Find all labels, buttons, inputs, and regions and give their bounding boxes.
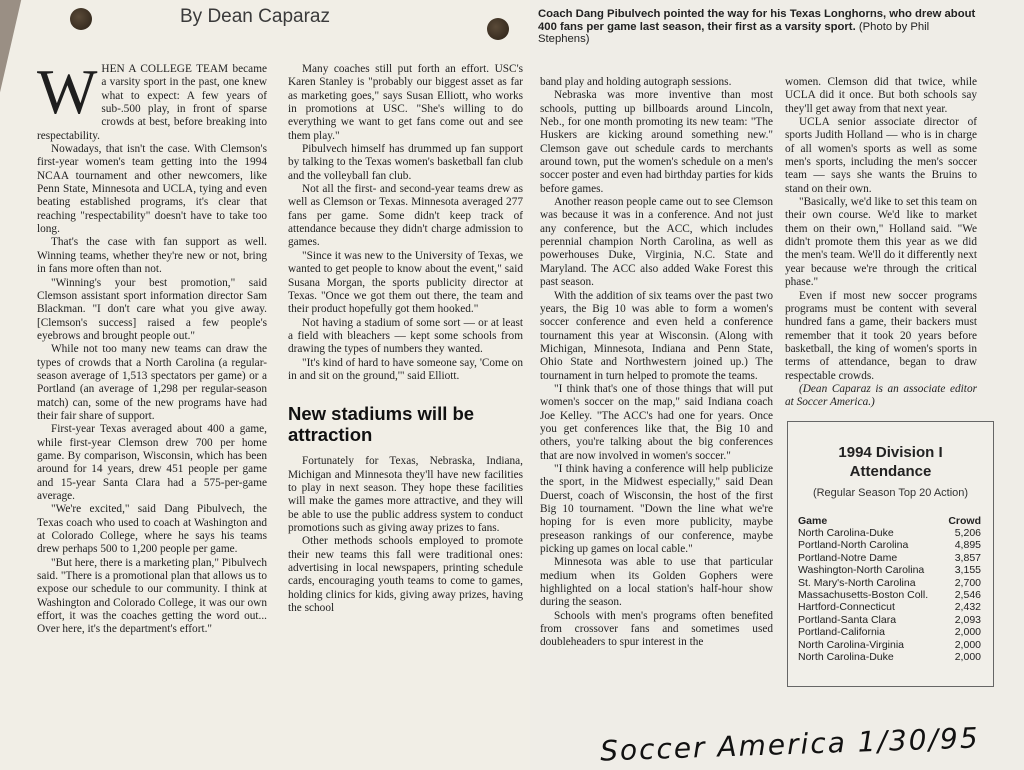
table-subtitle: (Regular Season Top 20 Action) bbox=[812, 487, 969, 499]
column-header-crowd: Crowd bbox=[948, 515, 981, 527]
author-note: (Dean Caparaz is an associate editor at Soccer America.) bbox=[785, 382, 977, 409]
byline: By Dean Caparaz bbox=[180, 6, 330, 27]
paragraph: Not all the first- and second-year teams drew as well as Clemson or Texas. Minnesota averaged 277 fans per game. Some didn't keep track of attendance because they didn't charge admission to games. bbox=[288, 183, 523, 249]
caption-text: Coach Dang Pibulvech pointed the way for his Texas Longhorns, who drew about 400 fans per game last season, their first as a varsity sport. bbox=[538, 8, 976, 33]
paragraph: "We're excited," said Dang Pibulvech, the Texas coach who used to coach at Washington and at Colorado College, where he says his teams drew perhaps 500 to 1,200 people per game. bbox=[37, 503, 267, 556]
table-title: 1994 Division I Attendance bbox=[838, 444, 943, 480]
paragraph: "It's kind of hard to have someone say, 'Come on in and sit on the ground,'" said Elliott. bbox=[288, 356, 523, 382]
table-row: Portland-Notre Dame 3,857 bbox=[798, 551, 981, 564]
subheadline: New stadiums will be attraction bbox=[288, 403, 475, 446]
paragraph: "I think having a conference will help publicize the sport, in the Midwest especially," said Dean Duerst, coach of Wisconsin, the host of the first Big 10 tournament. "Down the line what we're hoping for is even more publicity, maybe preseason rankings of our conference, maybe picking up games on local cable." bbox=[540, 462, 773, 556]
paragraph: Even if most new soccer programs programs must be content with several hundred fans a game, their backers must remember that it took 20 years before basketball, the king of women's sports in terms of attendance, began to draw respectable crowds. bbox=[785, 289, 977, 382]
paragraph: "But here, there is a marketing plan," Pibulvech said. "There is a promotional plan that allows us to expose our schedule to our community. I think at Washington and Colorado College, it was our own effort, it was the coaches getting the word out... Over here, it's the department's effort." bbox=[37, 556, 267, 636]
punch-hole-right bbox=[487, 18, 509, 40]
article-column-4 bbox=[785, 76, 977, 410]
attendance-table-box bbox=[787, 421, 994, 687]
table-row: Portland-North Carolina 4,895 bbox=[798, 539, 981, 552]
paragraph: Nowadays, that isn't the case. With Clemson's first-year women's team getting into the 1994 NCAA tournament and other newcomers, like Penn State, Minnesota and UCLA, tying and even beating established programs, it's clear that reaching "respectability" doesn't have to take too long. bbox=[37, 143, 267, 236]
paragraph: Schools with men's programs often benefited from crossover fans and sometimes used doubleheaders to spur interest in the bbox=[540, 609, 773, 649]
paragraph: Pibulvech himself has drummed up fan support by talking to the Texas women's basketball fan club and the volleyball fan club. bbox=[288, 143, 523, 182]
paragraph: Not having a stadium of some sort — or at least a field with bleachers — kept some schools from drawing the types of numbers they wanted. bbox=[288, 316, 523, 356]
paragraph: women. Clemson did that twice, while UCLA did it once. But both schools say they'll get away from that next year. bbox=[785, 76, 977, 115]
handwritten-note: Soccer America 1/30/95 bbox=[599, 721, 981, 768]
column-header-game: Game bbox=[798, 515, 828, 527]
paragraph: "Since it was new to the University of Texas, we wanted to get people to know about the event," said Susana Morgan, the sports publicity director at Texas. "Once we got them out there, the team and their product hopefully got them hooked." bbox=[288, 249, 523, 316]
lead-paragraph: WHEN A COLLEGE TEAM became a varsity sport in the past, one knew what to expect: A few years of sub-.500 play, in front of sparse crowds at best, before breaking into respectability. bbox=[37, 56, 267, 142]
photo-caption bbox=[538, 8, 978, 46]
paragraph: Other methods schools employed to promote their new teams this fall were traditional ones: advertising in local newspapers, printing schedule cards, encouraging youth teams to come to games, holding clinics for kids, giving away prizes, having the school bbox=[288, 535, 523, 615]
paragraph: Minnesota was able to use that particular medium when its Golden Gophers were highlighted on a local station's half-hour show during the season. bbox=[540, 556, 773, 609]
punch-hole-left bbox=[70, 8, 92, 30]
paragraph: Another reason people came out to see Clemson was because it was in a conference. And not just any conference, but the ACC, which includes perennial champion North Carolina, as well as powerhouses Duke, Virginia, N.C. State and Maryland. The ACC also added Wake Forest this past season. bbox=[540, 196, 773, 289]
table-row: North Carolina-Duke 2,000 bbox=[798, 651, 981, 664]
paragraph: "Basically, we'd like to set this team on their own course. We'd like to market them on their own," Holland said. "We didn't promote them this year as we did the men's team. We'll do it differently next year because we're through the critical phase." bbox=[785, 196, 977, 289]
table-row: North Carolina-Duke 5,206 bbox=[798, 527, 981, 539]
article-column-1 bbox=[37, 56, 267, 637]
table-row: North Carolina-Virginia 2,000 bbox=[798, 638, 981, 651]
table-row: Washington-North Carolina 3,155 bbox=[798, 564, 981, 577]
paragraph: "Winning's your best promotion," said Clemson assistant sport information director Sam Blackman. "I don't care what you give away. [Clemson's success] raised a few people's eyebrows and brought people out." bbox=[37, 276, 267, 342]
article-column-2 bbox=[288, 63, 523, 615]
paragraph: Fortunately for Texas, Nebraska, Indiana, Michigan and Minnesota they'll have new facilities to play in next season. They hope these facilities will make the games more attractive, and they will be able to use the public address system to conduct promotions such as giving away prizes to fans. bbox=[288, 455, 523, 534]
table-row: Massachusetts-Boston Coll. 2,546 bbox=[798, 589, 981, 602]
paragraph: band play and holding autograph sessions. bbox=[540, 76, 732, 88]
paragraph: That's the case with fan support as well. Winning teams, whether they're new or not, bring in fans more often than not. bbox=[37, 236, 267, 276]
paragraph: UCLA senior associate director of sports Judith Holland — who is in charge of all women's sports as well as some men's sports, including the men's soccer team — says she wants the Bruins to stand on their own. bbox=[785, 116, 977, 195]
table-row: Hartford-Connecticut 2,432 bbox=[798, 601, 981, 614]
paragraph: First-year Texas averaged about 400 a game, while first-year Clemson drew 700 per home game. By comparison, Wisconsin, which has been around for 14 years, drew 451 people per game and 15-year Santa Clara had a 575-per-game average. bbox=[37, 423, 267, 502]
photo-credit: (Photo by Phil Stephens) bbox=[538, 20, 930, 45]
paragraph: Nebraska was more inventive than most schools, putting up billboards around Lincoln, Neb., for one month promoting its new team: "The Huskers are kicking around something new." Clemson gave out schedule cards to merchants around town, put the women's schedule on a men's soccer poster and even had birthday parties for kids before games. bbox=[540, 89, 773, 195]
table-header bbox=[798, 515, 981, 527]
drop-cap: W bbox=[37, 56, 98, 127]
table-row: Portland-Santa Clara 2,093 bbox=[798, 613, 981, 626]
article-column-3 bbox=[540, 76, 773, 650]
table-row: Portland-California 2,000 bbox=[798, 626, 981, 639]
paragraph: While not too many new teams can draw the types of crowds that a North Carolina (a regular-season average of 1,513 spectators per game) or a Portland (an average of 1,298 per regular-season match) can, some of the new programs have had their fair share of support. bbox=[37, 343, 267, 422]
paragraph: "I think that's one of those things that will put women's soccer on the map," said Indiana coach Joe Kelley. "The ACC's had one for years. Once you get conferences like that, the Big 10 and others, you're talking about the big conferences that are now involved in women's soccer." bbox=[540, 382, 773, 462]
table-row: St. Mary's-North Carolina 2,700 bbox=[798, 576, 981, 589]
paragraph: With the addition of six teams over the past two years, the Big 10 was able to form a women's soccer conference and even held a conference tournament this year at Wisconsin. (Along with Michigan, Minnesota, Indiana and Penn State, Ohio State and Northwestern joined up.) The tournament in turn helped to promote the teams. bbox=[540, 289, 773, 382]
paragraph: Many coaches still put forth an effort. USC's Karen Stanley is "probably our biggest asset as far as marketing goes," says Susan Elliott, who works in promotions at USC. "She's willing to do everything we want to get fans come out and see them play." bbox=[288, 63, 523, 142]
